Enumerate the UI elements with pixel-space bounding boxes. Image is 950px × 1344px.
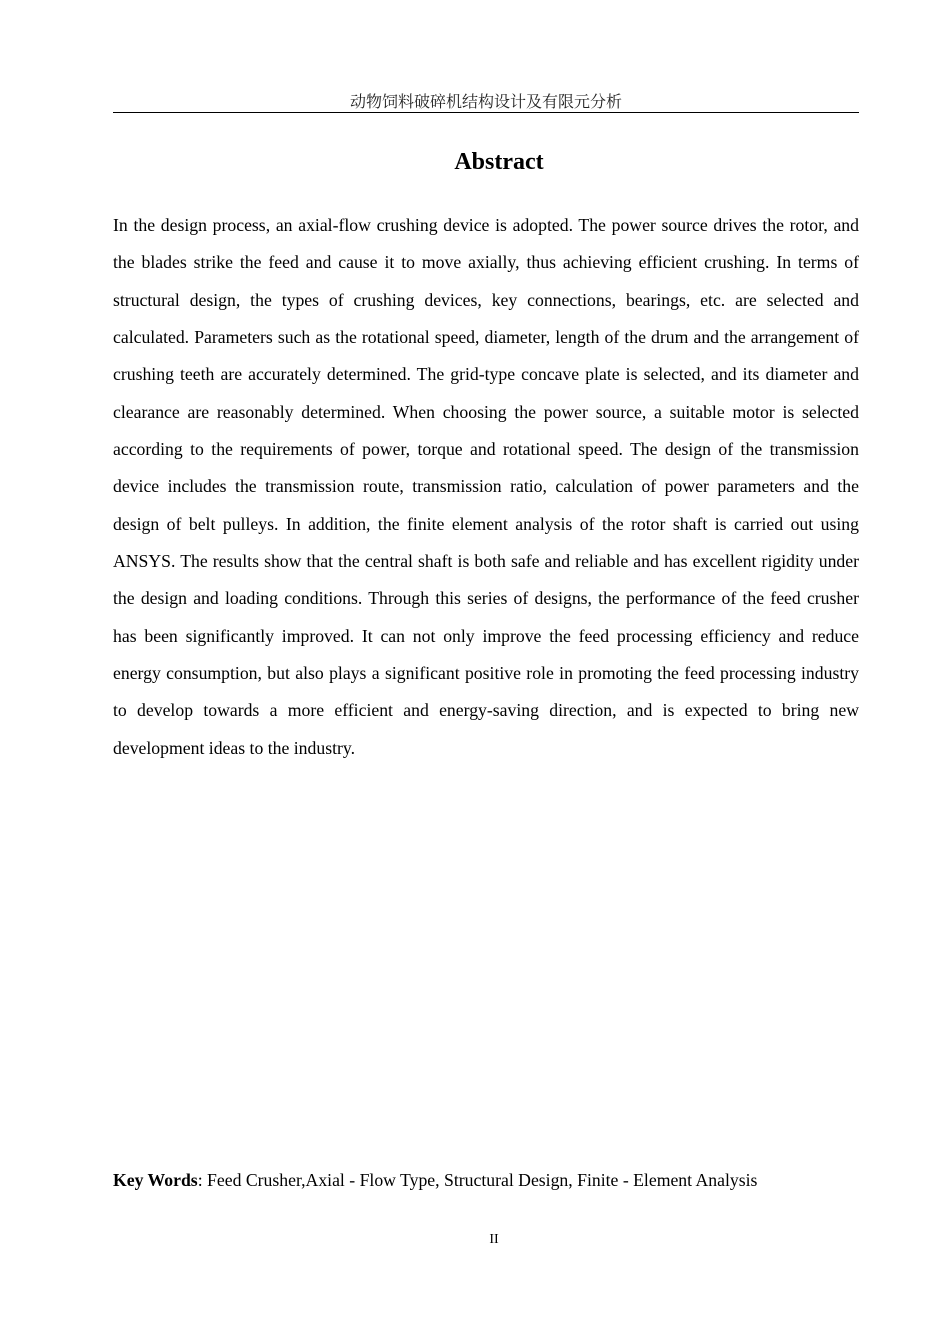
keywords-separator: : [197, 1170, 203, 1190]
keywords-text: Feed Crusher,Axial - Flow Type, Structural Design, Finite - Element Analysis [202, 1170, 758, 1190]
abstract-body: In the design process, an axial-flow crushing device is adopted. The power source drives the rotor, and the blades strike the feed and cause it to move axially, thus achieving efficient crushing. In terms of structural design, the types of crushing devices, key connections, bearings, etc. are selected and calculated. Parameters such as the rotational speed, diameter, length of the drum and the arrangement of crushing teeth are accurately determined. The grid-type concave plate is selected, and its diameter and clearance are reasonably determined. When choosing the power source, a suitable motor is selected according to the requirements of power, torque and rotational speed. The design of the transmission device includes the transmission route, transmission ratio, calculation of power parameters and the design of belt pulleys. In addition, the finite element analysis of the rotor shaft is carried out using ANSYS. The results show that the central shaft is both safe and reliable and has excellent rigidity under the design and loading conditions. Through this series of designs, the performance of the feed crusher has been significantly improved. It can not only improve the feed processing efficiency and reduce energy consumption, but also plays a significant positive role in promoting the feed processing industry to develop towards a more efficient and energy-saving direction, and is expected to bring new development ideas to the industry. [113, 215, 859, 758]
page-number: II [489, 1232, 499, 1247]
running-header: 动物饲料破碎机结构设计及有限元分析 [113, 91, 859, 113]
keywords-line [113, 1166, 859, 1194]
keywords-label: Key Words [113, 1170, 198, 1190]
abstract-heading: Abstract [454, 149, 544, 175]
